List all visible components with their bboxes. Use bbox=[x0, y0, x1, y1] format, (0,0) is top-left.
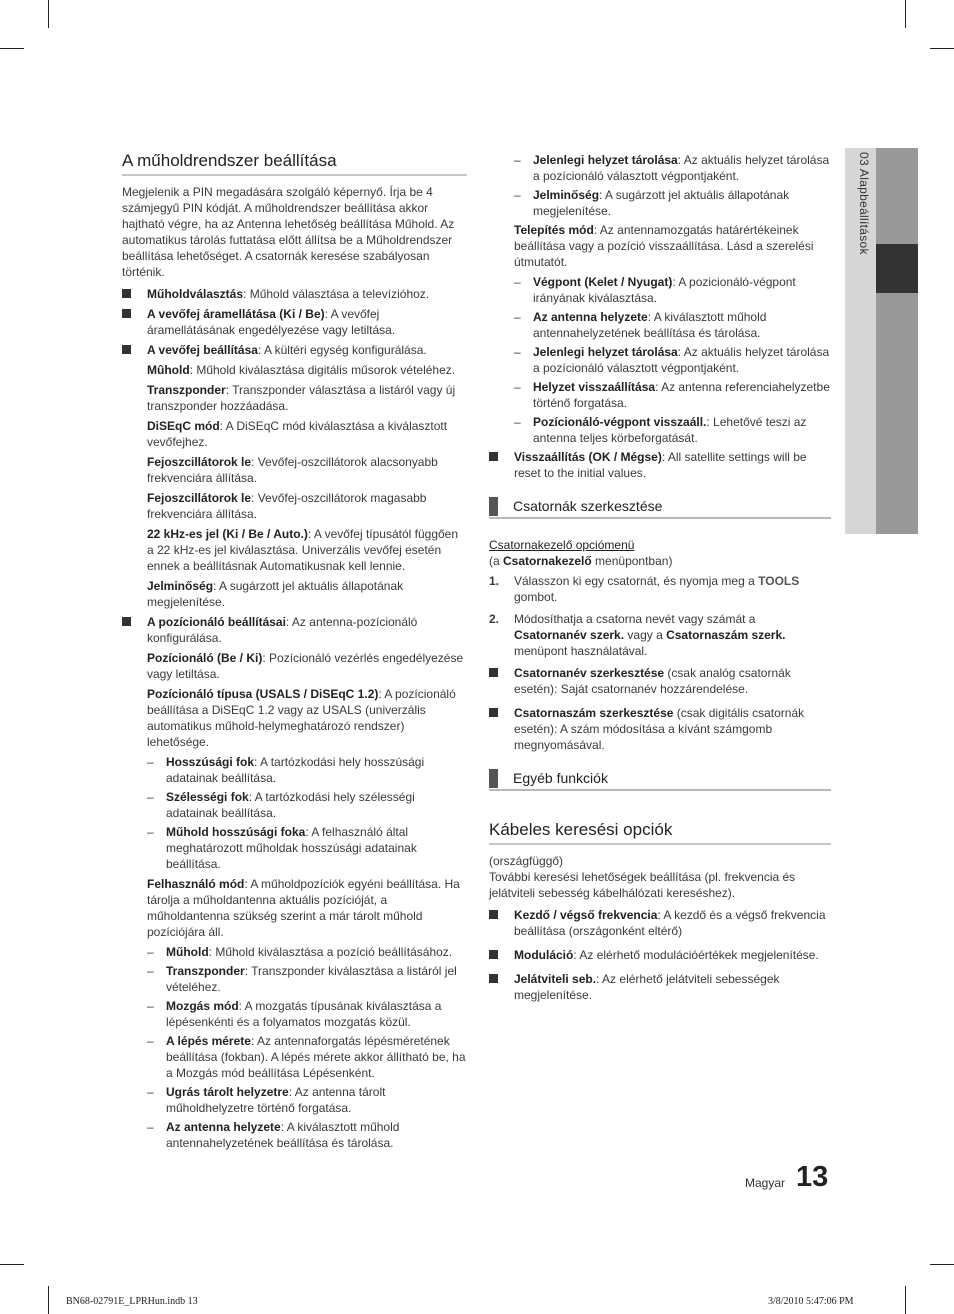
bullet-item: A pozícionáló beállításai: Az antenna-pozícionáló konfigurálása. bbox=[122, 614, 467, 646]
bullet-square-icon bbox=[489, 668, 498, 677]
dash-icon: – bbox=[514, 345, 521, 359]
dash-icon: – bbox=[147, 1085, 154, 1099]
bullet-item: A vevőfej beállítása: A kültéri egység konfigurálása. bbox=[122, 342, 467, 358]
bullet-item: Moduláció: Az elérhető modulációértékek megjelenítése. bbox=[489, 947, 831, 963]
sub-item: DiSEqC mód: A DiSEqC mód kiválasztása a kiválasztott vevőfejhez. bbox=[147, 419, 448, 449]
country-note: (országfüggő) bbox=[489, 854, 564, 868]
menu-title: Csatornakezelő opciómenü bbox=[489, 538, 635, 552]
dash-item: – Transzponder: Transzponder kiválasztása a listáról jel vételéhez. bbox=[147, 964, 457, 994]
crop-mark bbox=[0, 1264, 24, 1265]
sub-item: 22 kHz-es jel (Ki / Be / Auto.): A vevőfej típusától függően a 22 kHz-es jel kiválasztása. Univerzális vevőfej esetén ennek a beállításnak Automatikusnak kell lennie. bbox=[147, 527, 459, 573]
crop-mark bbox=[48, 1286, 49, 1314]
bullet-square-icon bbox=[489, 708, 498, 717]
bullet-square-icon bbox=[122, 309, 131, 318]
bullet-square-icon bbox=[489, 950, 498, 959]
dash-item: – Műhold: Műhold kiválasztása a pozíció beállításához. bbox=[147, 945, 453, 959]
dash-item: – Az antenna helyzete: A kiválasztott műhold antennahelyzetének beállítása és tárolása. bbox=[147, 1120, 400, 1150]
dash-item: – Jelenlegi helyzet tárolása: Az aktuális helyzet tárolása a pozícionáló választott végpontjaként. bbox=[514, 153, 830, 183]
dash-icon: – bbox=[147, 1034, 154, 1048]
print-slug-left: BN68-02791E_LPRHun.indb 13 bbox=[66, 1296, 198, 1307]
bullet-item: A vevőfej áramellátása (Ki / Be): A vevőfej áramellátásának engedélyezése vagy letiltása. bbox=[122, 306, 467, 338]
dash-icon: – bbox=[147, 999, 154, 1013]
dash-item: – Helyzet visszaállítása: Az antenna referenciahelyzetbe történő forgatása. bbox=[514, 380, 830, 410]
menu-note: (a Csatornakezelő menüpontban) bbox=[489, 554, 673, 568]
dash-item: – Szélességi fok: A tartózkodási hely szélességi adatainak beállítása. bbox=[147, 790, 415, 820]
footer-language: Magyar bbox=[745, 1176, 786, 1190]
dash-item: – Mozgás mód: A mozgatás típusának kiválasztása a lépésenkénti és a folyamatos mozgatás közül. bbox=[147, 999, 442, 1029]
left-column bbox=[122, 150, 467, 1154]
dash-item: – Hosszúsági fok: A tartózkodási hely hosszúsági adatainak beállítása. bbox=[147, 755, 425, 785]
bullet-square-icon bbox=[122, 617, 131, 626]
dash-item: – A lépés mérete: Az antennaforgatás lépésméretének beállítása (fokban). A lépés mérete akkor állítható be, ha a Mozgás mód beállítása Lépésenként. bbox=[147, 1034, 466, 1080]
dash-item: – Jelminőség: A sugárzott jel aktuális állapotának megjelenítése. bbox=[514, 188, 790, 218]
crop-mark bbox=[905, 1286, 906, 1314]
bullet-item: Visszaállítás (OK / Mégse): All satellite settings will be reset to the initial values. bbox=[489, 449, 831, 481]
sub-item: Telepítés mód: Az antennamozgatás határértékeinek beállítása vagy a pozíció visszaállítása. Lásd a szerelési útmutatót. bbox=[514, 223, 814, 269]
dash-item: – Jelenlegi helyzet tárolása: Az aktuális helyzet tárolása a pozícionáló választott végpontjaként. bbox=[514, 345, 830, 375]
dash-item: – Az antenna helyzete: A kiválasztott műhold antennahelyzetének beállítása és tárolása. bbox=[514, 310, 767, 340]
bullet-item: Jelátviteli seb.: Az elérhető jelátviteli sebességek megjelenítése. bbox=[489, 971, 831, 1003]
sub-item: Fejoszcillátorok le: Vevőfej-oszcillátorok magasabb frekvenciára állítása. bbox=[147, 491, 427, 521]
crop-mark bbox=[48, 0, 49, 28]
crop-mark bbox=[0, 48, 24, 49]
chapter-tab-label: 03 Alapbeállítások bbox=[857, 152, 871, 255]
dash-icon: – bbox=[147, 1120, 154, 1134]
dash-icon: – bbox=[514, 153, 521, 167]
dash-icon: – bbox=[147, 790, 154, 804]
dash-icon: – bbox=[514, 275, 521, 289]
bullet-item: Műholdválasztás: Műhold választása a televízióhoz. bbox=[122, 286, 467, 302]
dash-icon: – bbox=[514, 415, 521, 429]
bullet-square-icon bbox=[122, 345, 131, 354]
crop-mark bbox=[930, 48, 954, 49]
subsection-title: Csatornák szerkesztése bbox=[489, 495, 831, 519]
sub-item: Mûhold: Műhold kiválasztása digitális műsorok vételéhez. bbox=[147, 363, 456, 377]
bullet-item: Kezdő / végső frekvencia: A kezdő és a végső frekvencia beállítása (országonként eltérő) bbox=[489, 907, 831, 939]
crop-mark bbox=[905, 0, 906, 28]
numbered-step: 1. Válasszon ki egy csatornát, és nyomja meg a TOOLS gombot. bbox=[489, 574, 800, 604]
sub-item: Pozícionáló (Be / Ki): Pozícionáló vezérlés engedélyezése vagy letiltása. bbox=[147, 651, 464, 681]
dash-item: – Pozícionáló-végpont visszaáll.: Lehetővé teszi az antenna teljes körbeforgatását. bbox=[514, 415, 807, 445]
bullet-square-icon bbox=[122, 289, 131, 298]
dash-icon: – bbox=[514, 380, 521, 394]
intro-paragraph: Megjelenik a PIN megadására szolgáló képernyő. Írja be 4 számjegyű PIN kódját. A műholdrendszer beállítása akkor hajtható végre, ha az Antenna lehetőség beállítása Műhold. Az automatikus tárolás futtatása előtt állítsa be a Műholdrendszer beállítása lehetőséget. A csatornák keresése szabályosan történik. bbox=[122, 185, 455, 279]
section-title: Kábeles keresési opciók bbox=[489, 819, 831, 845]
dash-icon: – bbox=[147, 945, 154, 959]
print-slug-right: 3/8/2010 5:47:06 PM bbox=[768, 1296, 854, 1307]
cable-intro: További keresési lehetőségek beállítása (pl. frekvencia és jelátviteli sebesség kábelhálózati kereséshez). bbox=[489, 870, 796, 900]
sub-item: Fejoszcillátorok le: Vevőfej-oszcillátorok alacsonyabb frekvenciára állítása. bbox=[147, 455, 438, 485]
right-column bbox=[489, 152, 831, 1011]
bullet-item: Csatornanév szerkesztése (csak analóg csatornák esetén): Saját csatornanév hozzárendelése. bbox=[489, 665, 831, 697]
dash-icon: – bbox=[514, 188, 521, 202]
section-title: A műholdrendszer beállítása bbox=[122, 150, 467, 176]
dash-icon: – bbox=[147, 825, 154, 839]
numbered-step: 2. Módosíthatja a csatorna nevét vagy számát a Csatornanév szerk. vagy a Csatornaszám szerk. menüpont használatával. bbox=[489, 612, 786, 658]
sub-item: Felhasználó mód: A műholdpozíciók egyéni beállítása. Ha tárolja a műholdantenna aktuális pozícióját, a műholdantenna szükség szerint a már tárolt műhold pozíciójára áll. bbox=[147, 877, 460, 939]
dash-item: – Műhold hosszúsági foka: A felhasználó által meghatározott műholdak hosszúsági adatainak beállítása. bbox=[147, 825, 417, 871]
bullet-square-icon bbox=[489, 452, 498, 461]
dash-item: – Ugrás tárolt helyzetre: Az antenna tárolt műholdhelyzetre történő forgatása. bbox=[147, 1085, 386, 1115]
dash-item: – Végpont (Kelet / Nyugat): A pozicionáló-végpont irányának kiválasztása. bbox=[514, 275, 796, 305]
sub-item: Jelminőség: A sugárzott jel aktuális állapotának megjelenítése. bbox=[147, 579, 404, 609]
bullet-square-icon bbox=[489, 974, 498, 983]
crop-mark bbox=[930, 1264, 954, 1265]
dash-icon: – bbox=[147, 755, 154, 769]
dash-icon: – bbox=[514, 310, 521, 324]
sub-item: Transzponder: Transzponder választása a listáról vagy új transzponder hozzáadása. bbox=[147, 383, 456, 413]
sub-item: Pozícionáló típusa (USALS / DiSEqC 1.2): A pozícionáló beállítása a DiSEqC 1.2 vagy az USALS (univerzális automatikus műhold-helymeghatározó rendszer) lehetősége. bbox=[147, 687, 456, 749]
chapter-tab-marker bbox=[876, 244, 918, 293]
page-number: 13 bbox=[796, 1161, 829, 1193]
subsection-title: Egyéb funkciók bbox=[489, 767, 831, 791]
chapter-tab-bar bbox=[876, 148, 918, 534]
dash-icon: – bbox=[147, 964, 154, 978]
bullet-square-icon bbox=[489, 910, 498, 919]
bullet-item: Csatornaszám szerkesztése (csak digitális csatornák esetén): A szám módosítása a kívánt számgomb megnyomásával. bbox=[489, 705, 831, 753]
